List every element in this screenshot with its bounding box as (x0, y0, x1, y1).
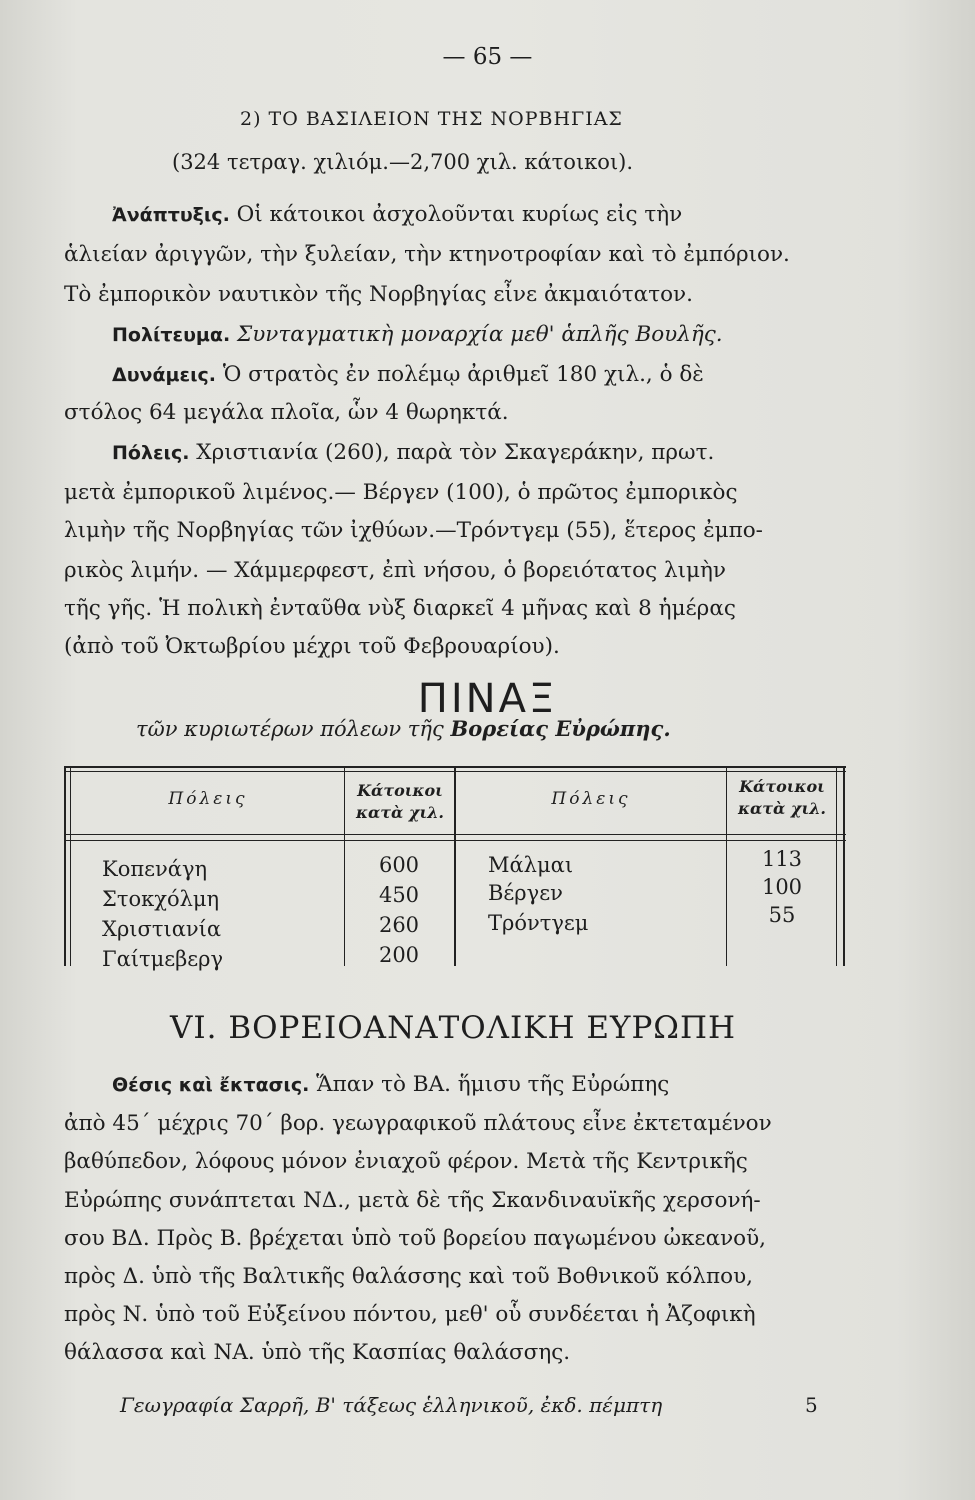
politeuma-line (112, 322, 723, 347)
table-divider-1 (344, 766, 345, 966)
anaptyxis-text-1: Οἱ κάτοικοι ἀσχολοῦνται κυρίως εἰς τὴν (236, 202, 683, 227)
section-text-1: Ἅπαν τὸ ΒΑ. ἥμισυ τῆς Εὐρώπης (316, 1072, 670, 1097)
anaptyxis-line-1 (112, 202, 682, 227)
table-subtitle (136, 716, 671, 741)
table-right-border-thin (836, 766, 837, 966)
poleis-line-6: (ἀπὸ τοῦ Ὀκτωβρίου μέχρι τοῦ Φεβρουαρίου). (64, 634, 560, 659)
section-line-3: βαθύπεδον, λόφους μόνον ἐνιαχοῦ φέρον. Μετὰ τῆς Κεντρικῆς (64, 1149, 748, 1174)
left-city-3: Χριστιανία (102, 917, 222, 941)
poleis-text-1: Χριστιανία (260), παρὰ τὸν Σκαγεράκην, πρωτ. (196, 440, 715, 465)
table-subtitle-b: Βορείας Εὐρώπης. (450, 716, 671, 741)
poleis-line-5: τῆς γῆς. Ἡ πολικὴ ἐνταῦθα νὺξ διαρκεῖ 4 μῆνας καὶ 8 ἡμέρας (64, 596, 736, 621)
right-pop-2: 100 (761, 875, 803, 899)
right-pop-1: 113 (761, 847, 803, 871)
signature-mark: 5 (805, 1393, 818, 1417)
section-line-6: πρὸς Δ. ὑπὸ τῆς Βαλτικῆς θαλάσσης καὶ τοῦ Βοθνικοῦ κόλπου, (64, 1264, 754, 1289)
header-cities-right: Πόλεις (551, 789, 631, 809)
footer-text: Γεωγραφία Σαρρῆ, Β' τάξεως ἑλληνικοῦ, ἐκδ. πέμπτη (120, 1393, 663, 1417)
header-pop-left (346, 780, 454, 824)
table-divider-2 (454, 766, 456, 966)
table-left-border (64, 766, 66, 966)
poleis-line-1 (112, 440, 714, 465)
section-line-1 (112, 1072, 669, 1097)
header-pop-right-1: Κάτοικοι (739, 777, 825, 796)
dynameis-label: Δυνάμεις. (112, 364, 216, 386)
dynameis-text-1: Ὁ στρατὸς ἐν πολέμῳ ἀριθμεῖ 180 χιλ., ὁ δὲ (222, 362, 704, 387)
left-city-1: Κοπενάγη (102, 857, 208, 881)
header-pop-right (728, 776, 836, 820)
dynameis-line-1 (112, 362, 704, 387)
page-number: — 65 — (442, 44, 533, 70)
left-city-4: Γαίτμεβεργ (102, 947, 224, 971)
anaptyxis-line-2: ἁλιείαν ἀριγγῶν, τὴν ξυλείαν, τὴν κτηνοτροφίαν καὶ τὸ ἐμπόριον. (64, 242, 790, 267)
right-pop-3: 55 (768, 903, 796, 927)
table-divider-3 (726, 766, 727, 966)
poleis-line-4: ρικὸς λιμήν. — Χάμμερφεστ, ἐπὶ νήσου, ὁ βορειότατος λιμὴν (64, 558, 726, 583)
section-line-7: πρὸς Ν. ὑπὸ τοῦ Εὐξείνου πόντου, μεθ' οὗ συνδέεται ἡ Ἀζοφικὴ (64, 1302, 756, 1327)
poleis-line-2: μετὰ ἐμπορικοῦ λιμένος.— Βέργεν (100), ὁ πρῶτος ἐμπορικὸς (64, 480, 738, 505)
left-pop-3: 260 (378, 913, 420, 937)
cities-table (64, 766, 846, 971)
norway-heading: 2) ΤΟ ΒΑΣΙΛΕΙΟΝ ΤΗΣ ΝΟΡΒΗΓΙΑΣ (240, 108, 623, 130)
table-left-border-thin (70, 766, 71, 966)
right-city-1: Μάλμαι (488, 853, 574, 877)
left-pop-1: 600 (378, 853, 420, 877)
footer (120, 1393, 818, 1417)
table-right-border (843, 766, 845, 966)
section-line-8: θάλασσα καὶ ΝΑ. ὑπὸ τῆς Κασπίας θαλάσσης. (64, 1340, 571, 1365)
dynameis-line-2: στόλος 64 μεγάλα πλοῖα, ὧν 4 θωρηκτά. (64, 400, 509, 425)
poleis-label: Πόλεις. (112, 442, 190, 464)
table-title: ΠΙΝΑΞ (417, 676, 558, 722)
section-line-5: σου ΒΔ. Πρὸς Β. βρέχεται ὑπὸ τοῦ βορείου παγωμένου ὠκεανοῦ, (64, 1226, 767, 1251)
section-line-2: ἀπὸ 45΄ μέχρις 70΄ βορ. γεωγραφικοῦ πλάτους εἶνε ἐκτεταμένον (64, 1111, 772, 1136)
left-pop-4: 200 (378, 943, 420, 967)
header-pop-left-1: Κάτοικοι (357, 781, 443, 800)
poleis-line-3: λιμὴν τῆς Νορβηγίας τῶν ἰχθύων.—Τρόντγεμ (55), ἕτερος ἐμπο- (64, 518, 763, 543)
anaptyxis-label: Ἀνάπτυξις. (112, 204, 230, 226)
table-subtitle-a: τῶν κυριωτέρων πόλεων τῆς (136, 717, 444, 741)
politeuma-label: Πολίτευμα. (112, 324, 231, 346)
section-title: VI. ΒΟΡΕΙΟΑΝΑΤΟΛΙΚΗ ΕΥΡΩΠΗ (170, 1010, 737, 1046)
section-line-4: Εὐρώπης συνάπτεται ΝΔ., μετὰ δὲ τῆς Σκανδιναυϊκῆς χερσονή- (64, 1188, 761, 1213)
left-pop-2: 450 (378, 883, 420, 907)
left-city-2: Στοκχόλμη (102, 887, 220, 911)
anaptyxis-line-3: Τὸ ἐμπορικὸν ναυτικὸν τῆς Νορβηγίας εἶνε ἀκμαιότατον. (64, 282, 693, 307)
header-pop-left-2: κατὰ χιλ. (355, 803, 444, 822)
right-city-3: Τρόντγεμ (488, 911, 589, 935)
header-pop-right-2: κατὰ χιλ. (737, 799, 826, 818)
thesis-label: Θέσις καὶ ἔκτασις. (112, 1074, 310, 1096)
norway-population: (324 τετραγ. χιλιόμ.—2,700 χιλ. κάτοικοι). (172, 150, 634, 174)
politeuma-text: Συνταγματικὴ μοναρχία μεθ' ἁπλῆς Βουλῆς. (237, 322, 723, 347)
header-cities-left: Πόλεις (168, 789, 248, 809)
right-city-2: Βέργεν (488, 881, 563, 905)
